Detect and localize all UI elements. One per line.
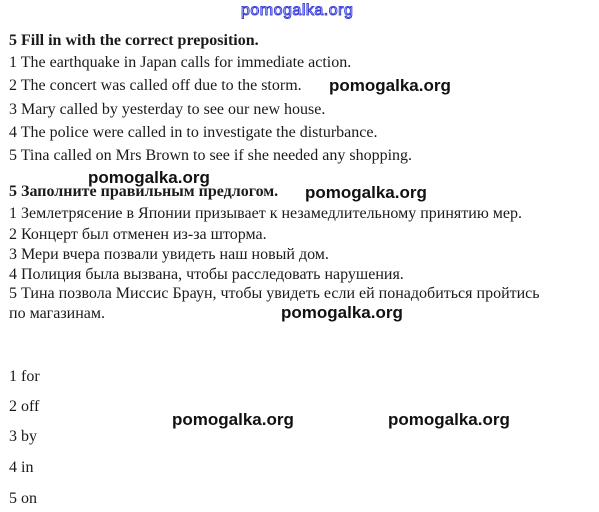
watermark-top: pomogalka.org (241, 2, 354, 19)
english-sentence-1: 1 The earthquake in Japan calls for immediate action. (9, 54, 352, 71)
russian-sentence-1: 1 Землетрясение в Японии призывает к незамедлительному принятию мер. (9, 205, 523, 222)
watermark-3: pomogalka.org (305, 183, 427, 202)
answer-4: 4 in (9, 459, 34, 476)
answer-1: 1 for (9, 368, 40, 385)
watermark-2: pomogalka.org (88, 168, 210, 187)
watermark-6: pomogalka.org (388, 410, 510, 429)
english-sentence-3: 3 Mary called by yesterday to see our new house. (9, 101, 326, 118)
english-heading: 5 Fill in with the correct preposition. (9, 32, 259, 49)
answer-5: 5 on (9, 490, 37, 507)
russian-sentence-2: 2 Концерт был отменен из-за шторма. (9, 226, 267, 243)
answer-2: 2 off (9, 398, 40, 415)
russian-heading: 5 Заполните правильным предлогом. (9, 183, 279, 200)
russian-sentence-5-cont: по магазинам. (9, 305, 106, 322)
watermark-5: pomogalka.org (172, 410, 294, 429)
english-sentence-5: 5 Tina called on Mrs Brown to see if she needed any shopping. (9, 147, 413, 164)
russian-sentence-4: 4 Полиция была вызвана, чтобы расследовать нарушения. (9, 266, 404, 283)
russian-sentence-5: 5 Тина позвола Миссис Браун, чтобы увидеть если ей понадобиться пройтись (9, 285, 540, 302)
watermark-1: pomogalka.org (329, 76, 451, 95)
watermark-4: pomogalka.org (281, 303, 403, 322)
russian-sentence-3: 3 Мери вчера позвали увидеть наш новый дом. (9, 246, 329, 263)
english-sentence-2: 2 The concert was called off due to the storm. (9, 77, 302, 94)
english-sentence-4: 4 The police were called in to investigate the disturbance. (9, 124, 378, 141)
answer-3: 3 by (9, 428, 37, 445)
